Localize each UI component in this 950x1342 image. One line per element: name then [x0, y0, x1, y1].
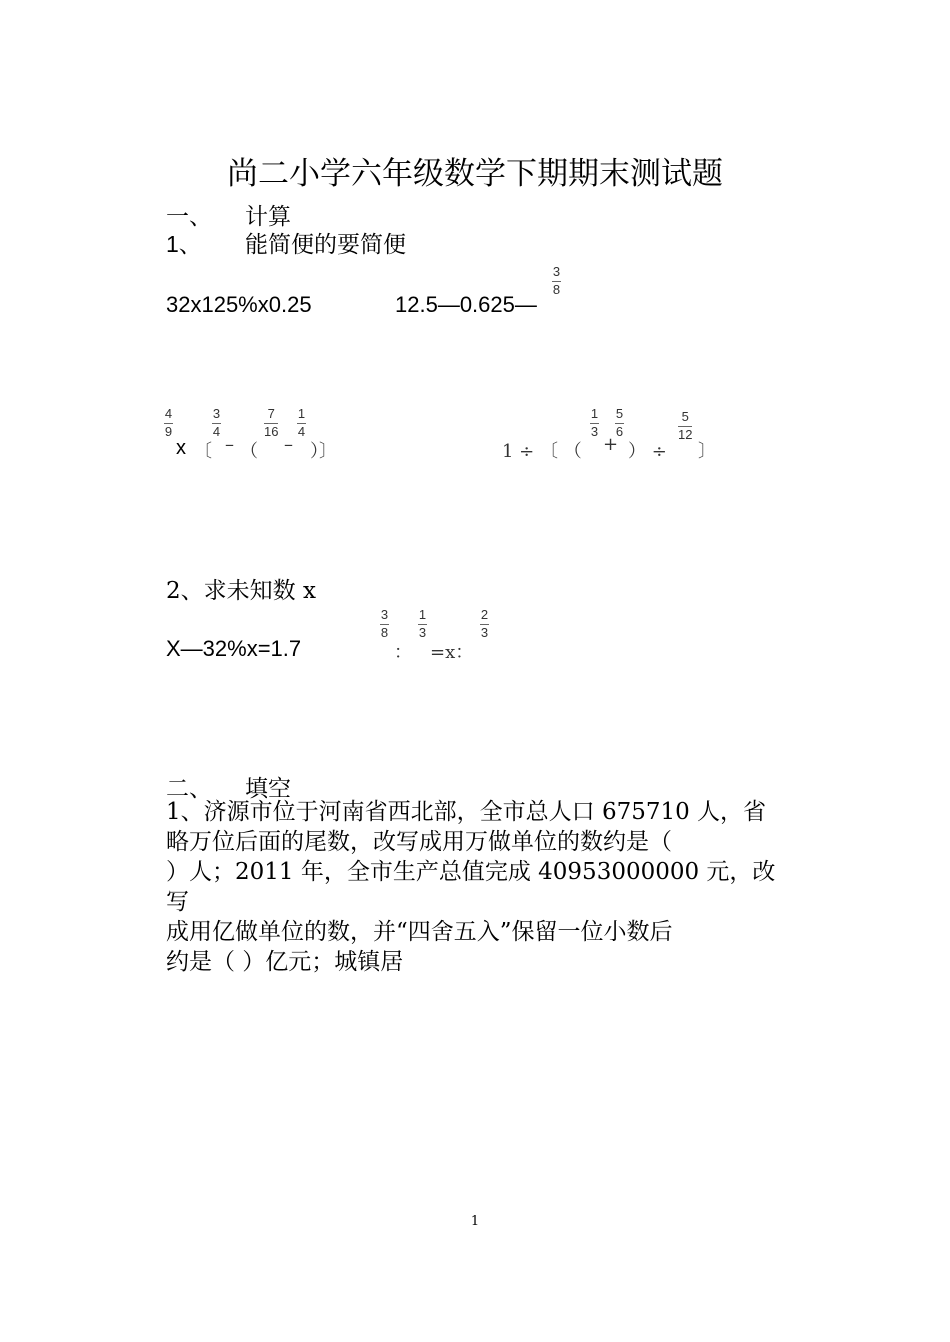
- expression-3-fraction-3: [264, 407, 278, 439]
- equation-2-fraction-1: [380, 608, 389, 640]
- expression-3-fraction-2: [212, 407, 221, 439]
- expression-4-close: 〕: [698, 441, 716, 462]
- section2-title: 填空: [245, 776, 291, 802]
- equation-2-middle: =x：: [430, 642, 474, 663]
- fraction-numerator: 2: [480, 607, 489, 622]
- fraction-numerator: 3: [212, 406, 221, 421]
- fraction-numerator: 7: [267, 406, 275, 421]
- expression-4-fraction-1: [590, 407, 599, 439]
- fraction-numerator: 3: [552, 264, 561, 279]
- expression-3-minus: –: [225, 434, 234, 455]
- question1-text: 能简便的要简便: [245, 232, 406, 258]
- expression-2: 12.5—0.625—: [395, 292, 537, 317]
- fraction-numerator: 1: [418, 607, 427, 622]
- section1-title: 计算: [245, 204, 291, 230]
- fraction-numerator: 1: [590, 406, 599, 421]
- question1-number: 1、: [166, 231, 202, 257]
- fraction-numerator: 4: [164, 406, 173, 421]
- expression-4-plus: +: [603, 434, 619, 455]
- fraction-denominator: 4: [297, 424, 306, 439]
- equation-2-colon: ：: [394, 642, 412, 663]
- section1-label: 一、: [166, 204, 212, 230]
- fraction-denominator: 9: [164, 424, 173, 439]
- fraction-denominator: 3: [418, 625, 427, 640]
- equation-2-fraction-2: [418, 608, 427, 640]
- equation-1: X—32%x=1.7: [166, 636, 302, 661]
- equation-2-fraction-3: [480, 608, 489, 640]
- fraction-numerator: 5: [615, 406, 624, 421]
- fraction-numerator: 5: [681, 409, 689, 424]
- fraction-denominator: 12: [678, 427, 693, 442]
- expression-3-fraction-4: [297, 407, 306, 439]
- fraction-denominator: 8: [552, 282, 561, 297]
- expression-3-minus-2: –: [284, 434, 293, 455]
- fraction-denominator: 6: [615, 424, 624, 439]
- expression-2-fraction: [552, 265, 561, 297]
- expression-3-bracket-open: 〔: [194, 441, 212, 462]
- fraction-denominator: 16: [264, 424, 279, 439]
- fraction-denominator: 4: [212, 424, 221, 439]
- fraction-numerator: 1: [297, 406, 306, 421]
- fraction-numerator: 3: [380, 607, 389, 622]
- section2-label: 二、: [166, 776, 212, 802]
- expression-1: 32x125%x0.25: [166, 292, 312, 317]
- page-number: 1: [470, 1214, 480, 1229]
- expression-4-fraction-3: [678, 410, 692, 442]
- question2-title: 2、求未知数 x: [166, 578, 316, 604]
- fraction-denominator: 8: [380, 625, 389, 640]
- expression-4-prefix: 1 ÷ 〔 （: [502, 441, 582, 462]
- expression-4-divide: ） ÷: [628, 441, 667, 462]
- expression-3-times: x: [176, 437, 186, 459]
- fraction-denominator: 3: [590, 424, 599, 439]
- expression-3-close: ）〕: [310, 441, 337, 462]
- fraction-denominator: 3: [480, 625, 489, 640]
- expression-4-fraction-2: [615, 407, 624, 439]
- expression-3-fraction-1: [164, 407, 173, 439]
- page-title: 尚二小学六年级数学下期期末测试题: [227, 156, 723, 192]
- fill-in-paragraph: 1、济源市位于河南省西北部，全市总人口 675710 人，省 略万位后面的尾数，改写成用万做单位的数约是（ ）人；2011 年，全市生产总值完成 40953000000 元，改写 成用亿做单位的数，并“四舍五入”保留一位小数后 约是（ ）亿元；城镇居: [166, 799, 776, 975]
- expression-3-paren-open: （: [240, 441, 258, 462]
